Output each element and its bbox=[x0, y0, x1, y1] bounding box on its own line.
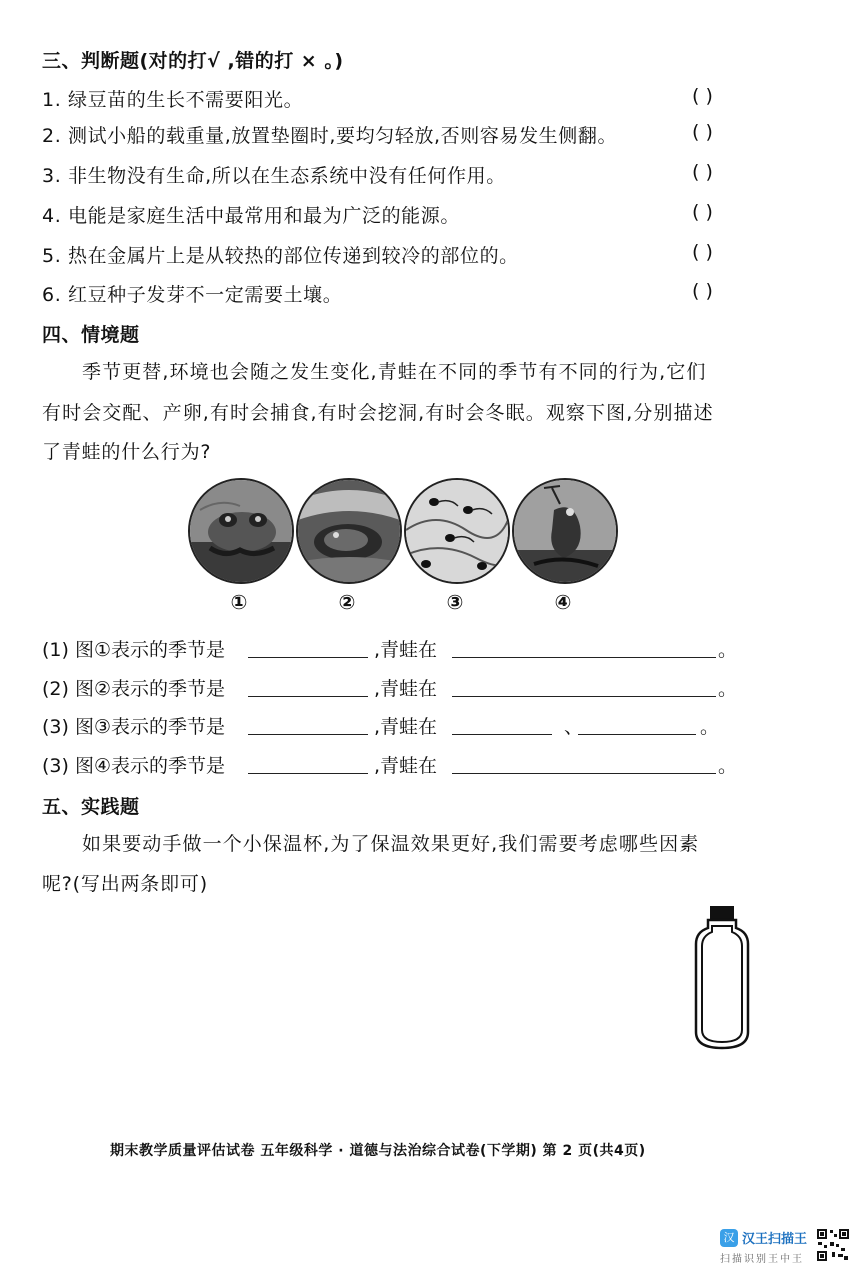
fill-mid: ,青蛙在 bbox=[374, 716, 438, 738]
page-footer: 期末教学质量评估试卷 五年级科学 · 道德与法治综合试卷(下学期) 第 2 页(共4页) bbox=[110, 1143, 646, 1159]
judge-item-2 bbox=[42, 121, 757, 153]
behavior-blank[interactable] bbox=[452, 696, 716, 697]
fill-item-2 bbox=[42, 674, 762, 706]
frog-picture-1 bbox=[188, 478, 294, 584]
fill-mid: ,青蛙在 bbox=[374, 639, 438, 661]
picture-label-1: ① bbox=[230, 590, 248, 614]
qr-code-icon bbox=[816, 1228, 850, 1262]
thermos-bottle-icon bbox=[692, 904, 752, 1052]
judge-item-4 bbox=[42, 201, 757, 233]
season-blank[interactable] bbox=[248, 734, 368, 735]
season-blank[interactable] bbox=[248, 696, 368, 697]
behavior-blank[interactable] bbox=[452, 657, 716, 658]
judge-question: 3. 非生物没有生命,所以在生态系统中没有任何作用。 bbox=[42, 165, 506, 187]
answer-parens: ( ) bbox=[692, 280, 713, 302]
scenario-paragraph-line1: 季节更替,环境也会随之发生变化,青蛙在不同的季节有不同的行为,它们 bbox=[82, 361, 707, 383]
behavior-blank-1[interactable] bbox=[452, 734, 552, 735]
watermark-subtitle: 扫描识别王中王 bbox=[720, 1254, 804, 1265]
picture-label-4: ④ bbox=[554, 590, 572, 614]
judge-question: 6. 红豆种子发芽不一定需要土壤。 bbox=[42, 284, 343, 306]
answer-parens: ( ) bbox=[692, 161, 713, 183]
fill-item-4 bbox=[42, 751, 762, 783]
judge-item-3 bbox=[42, 161, 757, 193]
frog-picture-4 bbox=[512, 478, 618, 584]
judge-item-1 bbox=[42, 85, 757, 117]
judge-item-6 bbox=[42, 280, 757, 312]
answer-parens: ( ) bbox=[692, 85, 713, 107]
season-blank[interactable] bbox=[248, 773, 368, 774]
season-blank[interactable] bbox=[248, 657, 368, 658]
practice-paragraph-line2: 呢?(写出两条即可) bbox=[42, 873, 208, 895]
answer-parens: ( ) bbox=[692, 201, 713, 223]
section3-heading: 三、判断题(对的打√ ,错的打 × 。) bbox=[42, 50, 344, 72]
scenario-paragraph-line3: 了青蛙的什么行为? bbox=[42, 441, 212, 463]
fill-end: 。 bbox=[718, 639, 738, 661]
fill-item-1 bbox=[42, 635, 762, 667]
fill-mid: ,青蛙在 bbox=[374, 678, 438, 700]
practice-paragraph-line1: 如果要动手做一个小保温杯,为了保温效果更好,我们需要考虑哪些因素 bbox=[82, 833, 700, 855]
answer-parens: ( ) bbox=[692, 121, 713, 143]
fill-item-3 bbox=[42, 712, 762, 744]
judge-item-5 bbox=[42, 241, 757, 273]
fill-prefix: (1) 图①表示的季节是 bbox=[42, 639, 225, 661]
fill-end: 。 bbox=[718, 755, 738, 777]
watermark-title: 汉王扫描王 bbox=[742, 1232, 808, 1247]
judge-question: 1. 绿豆苗的生长不需要阳光。 bbox=[42, 89, 304, 111]
judge-question: 5. 热在金属片上是从较热的部位传递到较冷的部位的。 bbox=[42, 245, 519, 267]
fill-end: 。 bbox=[718, 678, 738, 700]
scenario-paragraph-line2: 有时会交配、产卵,有时会捕食,有时会挖洞,有时会冬眠。观察下图,分别描述 bbox=[42, 402, 714, 424]
fill-mid: ,青蛙在 bbox=[374, 755, 438, 777]
picture-label-3: ③ bbox=[446, 590, 464, 614]
behavior-blank-2[interactable] bbox=[578, 734, 696, 735]
section4-heading: 四、情境题 bbox=[42, 324, 140, 346]
frog-picture-3 bbox=[404, 478, 510, 584]
answer-parens: ( ) bbox=[692, 241, 713, 263]
picture-label-2: ② bbox=[338, 590, 356, 614]
scanner-logo-icon: 汉 bbox=[720, 1229, 738, 1247]
behavior-blank[interactable] bbox=[452, 773, 716, 774]
fill-separator: 、 bbox=[564, 716, 584, 738]
fill-end: 。 bbox=[700, 716, 720, 738]
frog-picture-2 bbox=[296, 478, 402, 584]
fill-prefix: (2) 图②表示的季节是 bbox=[42, 678, 225, 700]
fill-prefix: (3) 图③表示的季节是 bbox=[42, 716, 225, 738]
judge-question: 2. 测试小船的载重量,放置垫圈时,要均匀轻放,否则容易发生侧翻。 bbox=[42, 125, 618, 147]
scanner-watermark bbox=[716, 1228, 852, 1268]
frog-pictures bbox=[188, 478, 618, 618]
section5-heading: 五、实践题 bbox=[42, 796, 140, 818]
fill-prefix: (3) 图④表示的季节是 bbox=[42, 755, 225, 777]
judge-question: 4. 电能是家庭生活中最常用和最为广泛的能源。 bbox=[42, 205, 460, 227]
